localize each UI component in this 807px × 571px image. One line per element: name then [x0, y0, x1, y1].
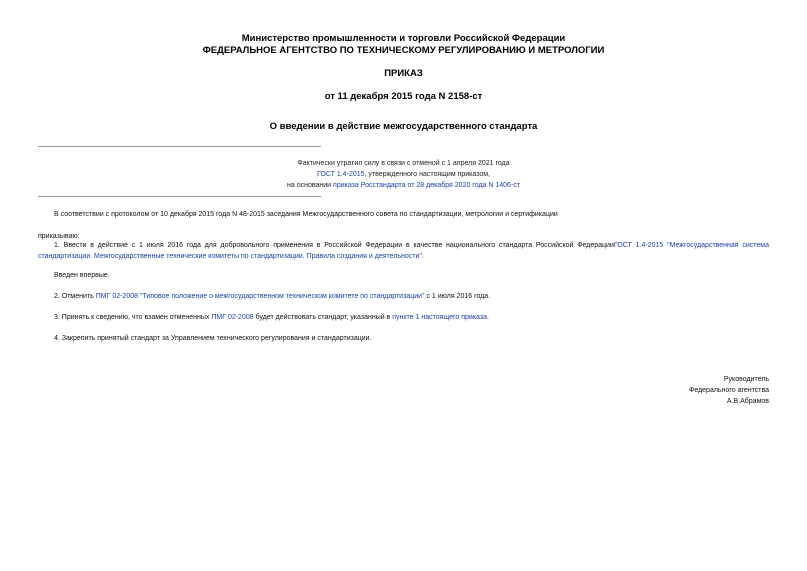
- doc-title-heading: О введении в действие межгосударственного стандарта: [269, 121, 538, 132]
- status-note-bottom-rule: [38, 196, 321, 197]
- status-note-top-rule: [38, 146, 321, 147]
- doc-date-heading: от 11 декабря 2015 года N 2158-ст: [324, 91, 483, 102]
- status-note-line3: [0, 180, 807, 191]
- item4-paragraph: 4. Закрепить принятый стандарт за Управлением технического регулирования и стандартизации.: [54, 335, 372, 342]
- status-note-line2: [0, 169, 807, 180]
- signature-position2: Федерального агентства: [689, 387, 769, 394]
- status-note-line3-text: на основании: [287, 182, 334, 189]
- doc-type-heading: ПРИКАЗ: [384, 68, 423, 79]
- status-note-line2-text: , утвержденного настоящим приказом,: [364, 171, 490, 178]
- item1-note: Введен впервые.: [54, 272, 110, 279]
- item1-paragraph: [38, 240, 769, 262]
- signature-name: А.В.Абрамов: [726, 398, 769, 405]
- agency-heading: ФЕДЕРАЛЬНОЕ АГЕНТСТВО ПО ТЕХНИЧЕСКОМУ РЕГУЛИРОВАНИЮ И МЕТРОЛОГИИ: [202, 45, 605, 56]
- status-order-link[interactable]: приказа Росстандарта от 28 декабря 2020 года N 1406-ст: [333, 182, 520, 189]
- signature-position1: Руководитель: [723, 376, 769, 383]
- item1-text: 1. Ввести в действие с 1 июля 2016 года для добровольного применения в Российской Федерации в качестве национального стандарта Российской Федерации: [54, 242, 614, 249]
- preamble-paragraph: В соответствии с протоколом от 10 декабря 2015 года N 48-2015 заседания Межгосударственного совета по стандартизации, метрологии и сертификации: [54, 211, 558, 218]
- item3-middle: будет действовать стандарт, указанный в: [253, 314, 393, 321]
- item2-suffix: с 1 июля 2016 года.: [424, 293, 491, 300]
- item3-pmg-link[interactable]: ПМГ 02-2008: [211, 314, 254, 321]
- item2-paragraph: [54, 291, 490, 302]
- item3-paragraph: [54, 312, 489, 323]
- item3-suffix: .: [486, 314, 489, 321]
- item1-gost-link[interactable]: ГОСТ 1.4-2015 "Межгосударственная система стандартизации. Межгосударственные технические комитеты по стандартизации. Правила создания и деятельности": [38, 242, 770, 260]
- order-word: приказываю:: [38, 233, 80, 240]
- item1-suffix: .: [421, 253, 424, 260]
- status-note-line1: Фактически утратил силу в связи с отменой с 1 апреля 2021 года: [297, 160, 510, 167]
- status-gost-link[interactable]: ГОСТ 1.4-2015: [317, 171, 365, 178]
- ministry-heading: Министерство промышленности и торговли Российской Федерации: [241, 33, 566, 44]
- item2-text: 2. Отменить: [54, 293, 96, 300]
- item3-text: 3. Принять к сведению, что взамен отмененных: [54, 314, 212, 321]
- item2-pmg-link[interactable]: ПМГ 02-2008 "Типовое положение о межгосударственном техническом комитете по стандартизации": [95, 293, 425, 300]
- item3-clause-link[interactable]: пункте 1 настоящего приказа: [392, 314, 487, 321]
